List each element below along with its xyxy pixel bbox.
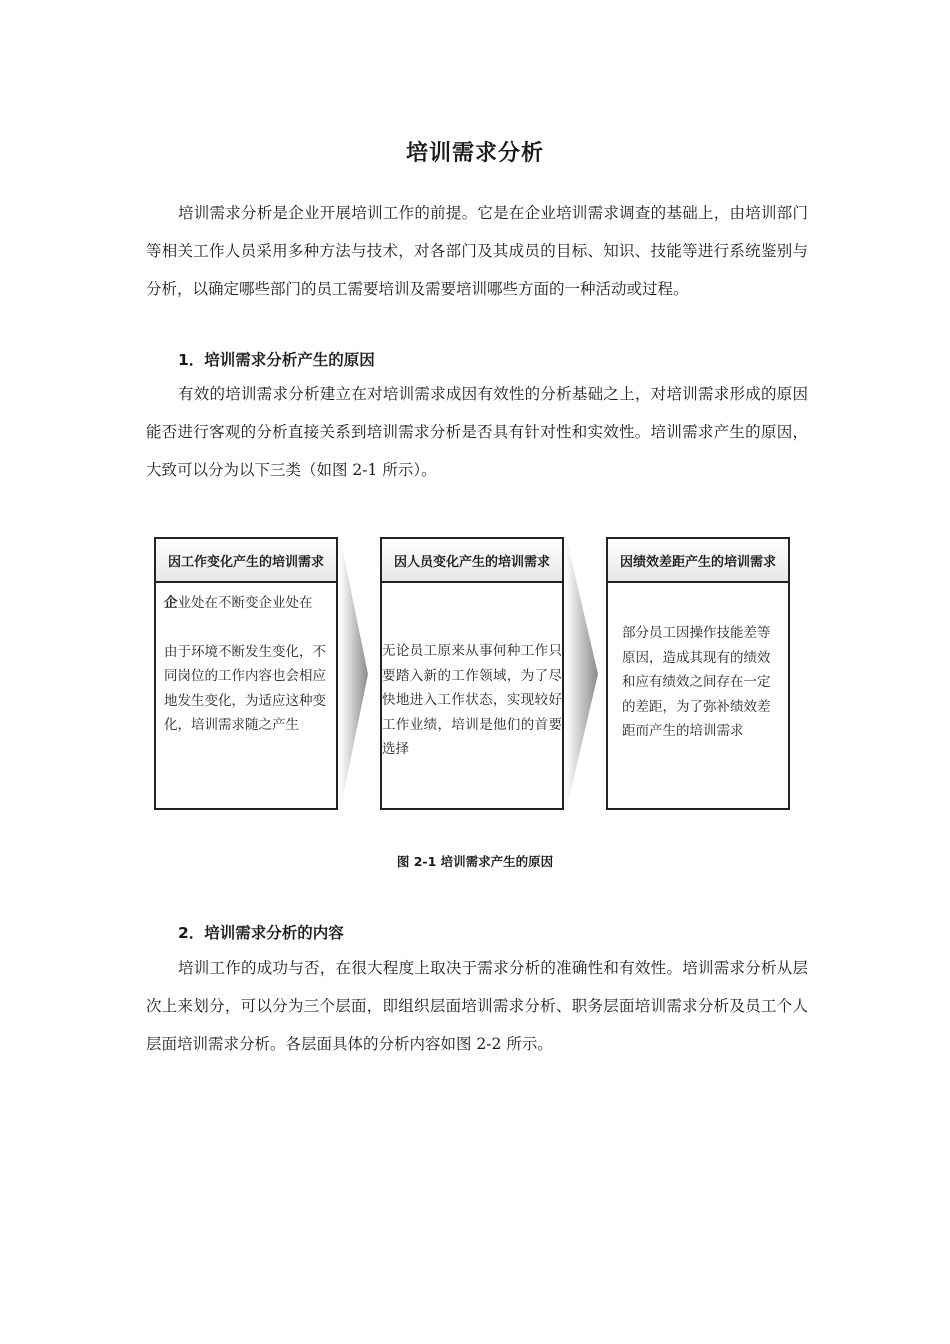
- section2-heading: 2．培训需求分析的内容: [178, 924, 344, 942]
- cause-box-performance-gap: [606, 537, 790, 810]
- flow-arrow-1: [340, 537, 382, 811]
- cause-box-body: [156, 583, 336, 738]
- cause-box-staff-change: [380, 537, 564, 810]
- cause-box-title: 因工作变化产生的培训需求: [156, 539, 336, 583]
- cause-box-lead: 企业处在不断变企业处在: [164, 595, 313, 611]
- cause-box-text: 无论员工原来从事何种工作只要踏入新的工作领域，为了尽快地进入工作状态，实现较好工作业绩，培训是他们的首要选择: [382, 643, 562, 757]
- section1-paragraph: 有效的培训需求分析建立在对培训需求成因有效性的分析基础之上，对培训需求形成的原因能否进行客观的分析直接关系到培训需求分析是否具有针对性和实效性。培训需求产生的原因，大致可以分为以下三类（如图 2-1 所示）。: [146, 385, 808, 479]
- cause-box-text: 部分员工因操作技能差等原因，造成其现有的绩效和应有绩效之间存在一定的差距，为了弥补绩效差距而产生的培训需求: [622, 625, 771, 739]
- cause-box-work-change: [154, 537, 338, 810]
- cause-box-title: 因人员变化产生的培训需求: [382, 539, 562, 583]
- page-title: 培训需求分析: [405, 141, 544, 166]
- cause-box-title: 因绩效差距产生的培训需求: [608, 539, 788, 583]
- flow-arrow-2: [566, 537, 608, 811]
- section2-paragraph: 培训工作的成功与否，在很大程度上取决于需求分析的准确性和有效性。培训需求分析从层次上来划分，可以分为三个层面，即组织层面培训需求分析、职务层面培训需求分析及员工个人层面培训需求分析。各层面具体的分析内容如图 2-2 所示。: [146, 959, 808, 1053]
- intro-paragraph: 培训需求分析是企业开展培训工作的前提。它是在企业培训需求调查的基础上，由培训部门等相关工作人员采用多种方法与技术，对各部门及其成员的目标、知识、技能等进行系统鉴别与分析，以确定哪些部门的员工需要培训及需要培训哪些方面的一种活动或过程。: [146, 204, 808, 298]
- figure-caption: 图 2-1 培训需求产生的原因: [396, 854, 554, 869]
- section1-heading: 1．培训需求分析产生的原因: [178, 351, 375, 369]
- cause-box-text: 由于环境不断发生变化，不同岗位的工作内容也会相应地发生变化，为适应这种变化，培训需求随之产生: [164, 643, 326, 733]
